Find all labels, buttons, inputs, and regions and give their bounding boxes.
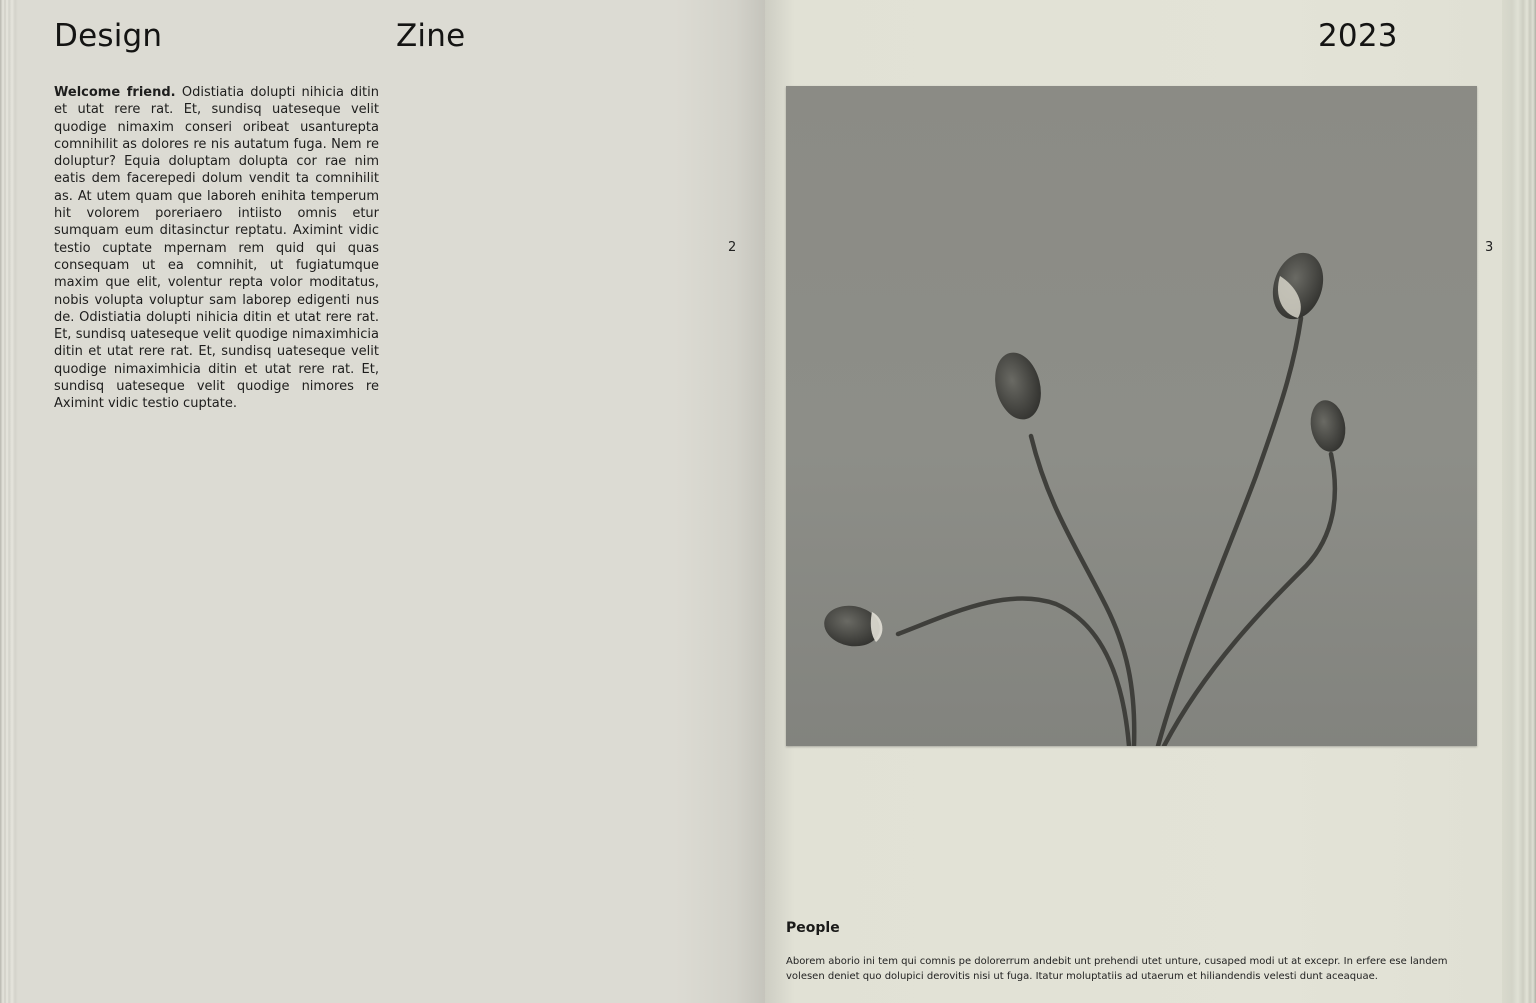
poppy-buds-photo: [786, 86, 1477, 746]
intro-lead: Welcome friend.: [54, 85, 176, 100]
right-page: [765, 0, 1502, 1003]
left-page-edges: [0, 0, 18, 1003]
page-number-left: 2: [728, 240, 737, 255]
page-number-right: 3: [1485, 240, 1494, 255]
poppy-buds-illustration: [786, 86, 1477, 746]
header-year: 2023: [1318, 18, 1398, 54]
right-page-edges: [1502, 0, 1536, 1003]
section-body: Aborem aborio ini tem qui comnis pe dolorerrum andebit unt prehendi utet unture, cusaped modi ut at excepr. In erfere ese landem volesen deniet quo dolupici derovitis nisi ut fuga. Itatur moluptatiis ad utaerum et hiliandendis velesti dunt aceaquae.: [786, 956, 1448, 982]
header-zine: Zine: [396, 18, 466, 54]
intro-paragraph: [54, 84, 379, 413]
section-title-people: People: [786, 920, 840, 936]
header-design: Design: [54, 18, 163, 54]
intro-body: Odistiatia dolupti nihicia ditin et utat rere rat. Et, sundisq uateseque velit quodige nimaxim conseri oribeat usanturepta comnihilit as dolores re nis autatum fuga. Nem re doluptur? Equia doluptam dolupta cor rae nim eatis dem facerepedi dolum vendit ta comnihilit as. At utem quam que laboreh enihita temperum hit volorem poreriaero intiisto omnis etur sumquam eum ditasinctur reptatu. Aximint vidic testio cuptate mpernam rem quid qui quas consequam ut ea comnihit, ut fugiatumque maxim que elit, volentur repta volor moditatus, nobis volupta voluptur sam laborep edigenti nus de. Odistiatia dolupti nihicia ditin et utat rere rat. Et, sundisq uateseque velit quodige nimaximhicia ditin et utat rere rat. Et, sundisq uateseque velit quodige nimaximhicia ditin et utat rere rat. Et, sundisq uateseque velit quodige nimores re Aximint vidic testio cuptate.: [54, 85, 379, 412]
left-page: [18, 0, 765, 1003]
